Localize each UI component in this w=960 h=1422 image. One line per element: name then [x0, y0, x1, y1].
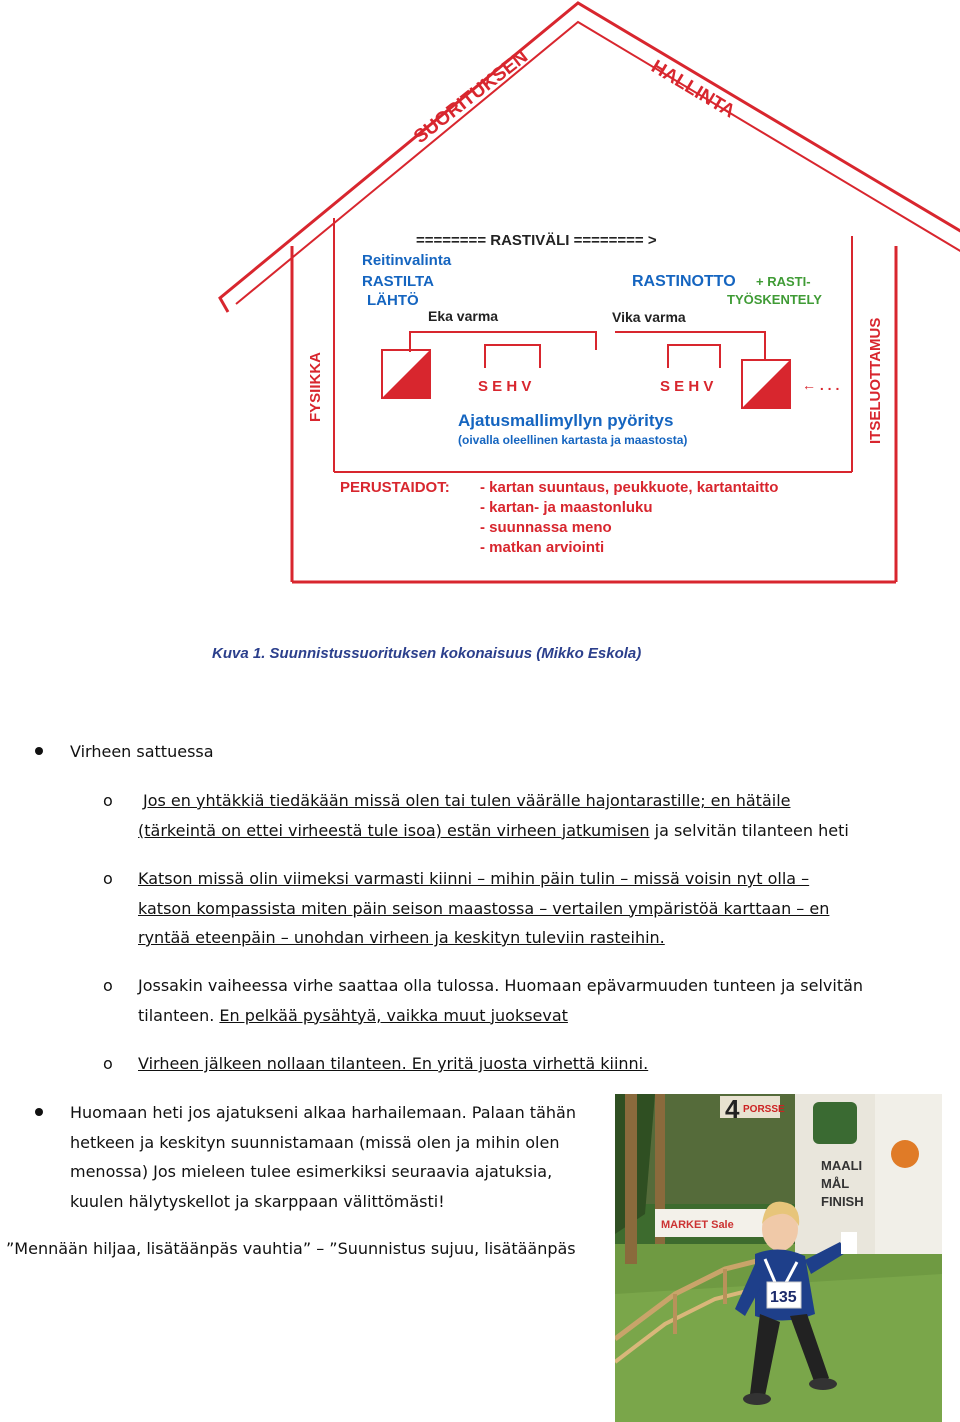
right-wall-label: ITSELUOTTAMUS	[867, 317, 884, 444]
finish-text-1: MAALI	[821, 1158, 863, 1173]
bullet-marker	[35, 1108, 43, 1116]
sub-marker: o	[103, 1054, 113, 1073]
left-wall-label: FYSIIKKA	[307, 351, 324, 422]
orienteering-house-diagram	[0, 0, 960, 680]
bullet-marker	[35, 747, 43, 755]
route-connectors	[410, 332, 765, 368]
sub-item-2-line-2: katson kompassista miten päin seison maastossa – vertailen ympäristöä karttaan – en	[138, 898, 830, 918]
sub-marker: o	[103, 976, 113, 995]
bib-number: 135	[770, 1289, 797, 1306]
bullet-virheen-sattuessa: Virheen sattuessa	[70, 742, 214, 761]
perustaidot-item-2: - kartan- ja maastonluku	[480, 499, 653, 516]
roof-left-label: SUORITUKSEN	[410, 46, 533, 148]
eka-varma-label: Eka varma	[428, 308, 499, 324]
sub-item-3-plain: tilanteen.	[138, 1005, 220, 1025]
finish-text-2: MÅL	[821, 1176, 850, 1191]
sub-item-3-line-1: Jossakin vaiheessa virhe saattaa olla tulossa. Huomaan epävarmuuden tunteen ja selvitän	[138, 976, 864, 995]
finish-photo	[615, 1094, 942, 1422]
banner-text: MARKET Sale	[661, 1219, 734, 1231]
sub-marker: o	[103, 869, 113, 888]
bullet-huomaan-line-4: kuulen hälytyskellot ja skarppaan välittömästi!	[70, 1191, 445, 1211]
sub-item-3-underlined: En pelkää pysähtyä, vaikka muut juoksevat	[219, 1005, 568, 1025]
sub-item-1-underlined: (tärkeintä on ettei virheestä tule isoa) estän virheen jatkumisen	[138, 820, 650, 840]
perustaidot-item-4: - matkan arviointi	[480, 539, 605, 556]
bullet-huomaan-line-3: menossa) Jos mieleen tulee esimerkiksi seuraavia ajatuksia,	[70, 1162, 553, 1181]
ajatus-title: Ajatusmallimyllyn pyöritys	[458, 411, 674, 430]
finish-text-3: FINISH	[821, 1194, 864, 1209]
perustaidot-item-1: - kartan suuntaus, peukkuote, kartantaitto	[480, 479, 779, 496]
ajatus-subtitle: (oivalla oleellinen kartasta ja maastosta)	[458, 433, 688, 447]
sub-item-2	[138, 864, 938, 953]
sub-item-1-line-1: Jos en yhtäkkiä tiedäkään missä olen tai tulen väärälle hajontarastille; en hätäile	[143, 791, 791, 810]
sub-item-1-tail: ja selvitän tilanteen heti	[649, 820, 849, 840]
sub-item-3	[138, 971, 938, 1030]
bullet-huomaan-line-1: Huomaan heti jos ajatukseni alkaa harhailemaan. Palaan tähän	[70, 1103, 576, 1122]
sign-number: 4	[725, 1094, 740, 1124]
lahto-label: LÄHTÖ	[367, 292, 419, 309]
sub-item-2-line-1: Katson missä olin viimeksi varmasti kiinni – mihin päin tulin – missä voisin nyt olla –	[138, 869, 810, 888]
sub-item-4: Virheen jälkeen nollaan tilanteen. En yritä juosta virhettä kiinni.	[138, 1054, 649, 1073]
sub-item-2-line-3: ryntää eteenpäin – unohdan virheen ja keskityn tuleviin rasteihin.	[138, 928, 665, 947]
rastivali-heading: ======== RASTIVÄLI ======== >	[416, 232, 657, 249]
control-flag-left-icon	[382, 350, 430, 398]
perustaidot-item-3: - suunnassa meno	[480, 519, 612, 536]
rastilta-label: RASTILTA	[362, 273, 434, 290]
sub-item-1-line-2	[138, 816, 918, 846]
finish-photo-illustration	[615, 1094, 942, 1422]
sub-item-1	[138, 786, 918, 845]
sehv-right: S E H V	[660, 378, 714, 395]
perustaidot-label: PERUSTAIDOT:	[340, 479, 450, 496]
roof-outline	[220, 3, 960, 312]
control-flag-right-icon	[742, 360, 790, 408]
roof-right-label: HALLINTA	[647, 56, 739, 123]
reitinvalinta-label: Reitinvalinta	[362, 252, 452, 269]
bullet-huomaan	[70, 1098, 610, 1216]
bullet-huomaan-line-2: hetkeen ja keskityn suunnistamaan (missä olen ja mihin olen	[70, 1132, 560, 1152]
vika-varma-label: Vika varma	[612, 309, 686, 325]
sehv-left: S E H V	[478, 378, 532, 395]
sub-item-3-line-2	[138, 1001, 938, 1031]
sign-brand: PORSSE	[743, 1104, 785, 1115]
rastinotto-label: RASTINOTTO	[632, 273, 736, 290]
figure-caption: Kuva 1. Suunnistussuorituksen kokonaisuus (Mikko Eskola)	[212, 645, 642, 662]
rastityo-label-2: TYÖSKENTELY	[727, 292, 822, 307]
quote-line: ”Mennään hiljaa, lisätäänpäs vauhtia” – ”Suunnistus sujuu, lisätäänpäs	[6, 1239, 576, 1258]
rastityo-label-1: + RASTI-	[756, 274, 811, 289]
sub-marker: o	[103, 791, 113, 810]
dots-arrow: ← . . .	[802, 377, 840, 393]
